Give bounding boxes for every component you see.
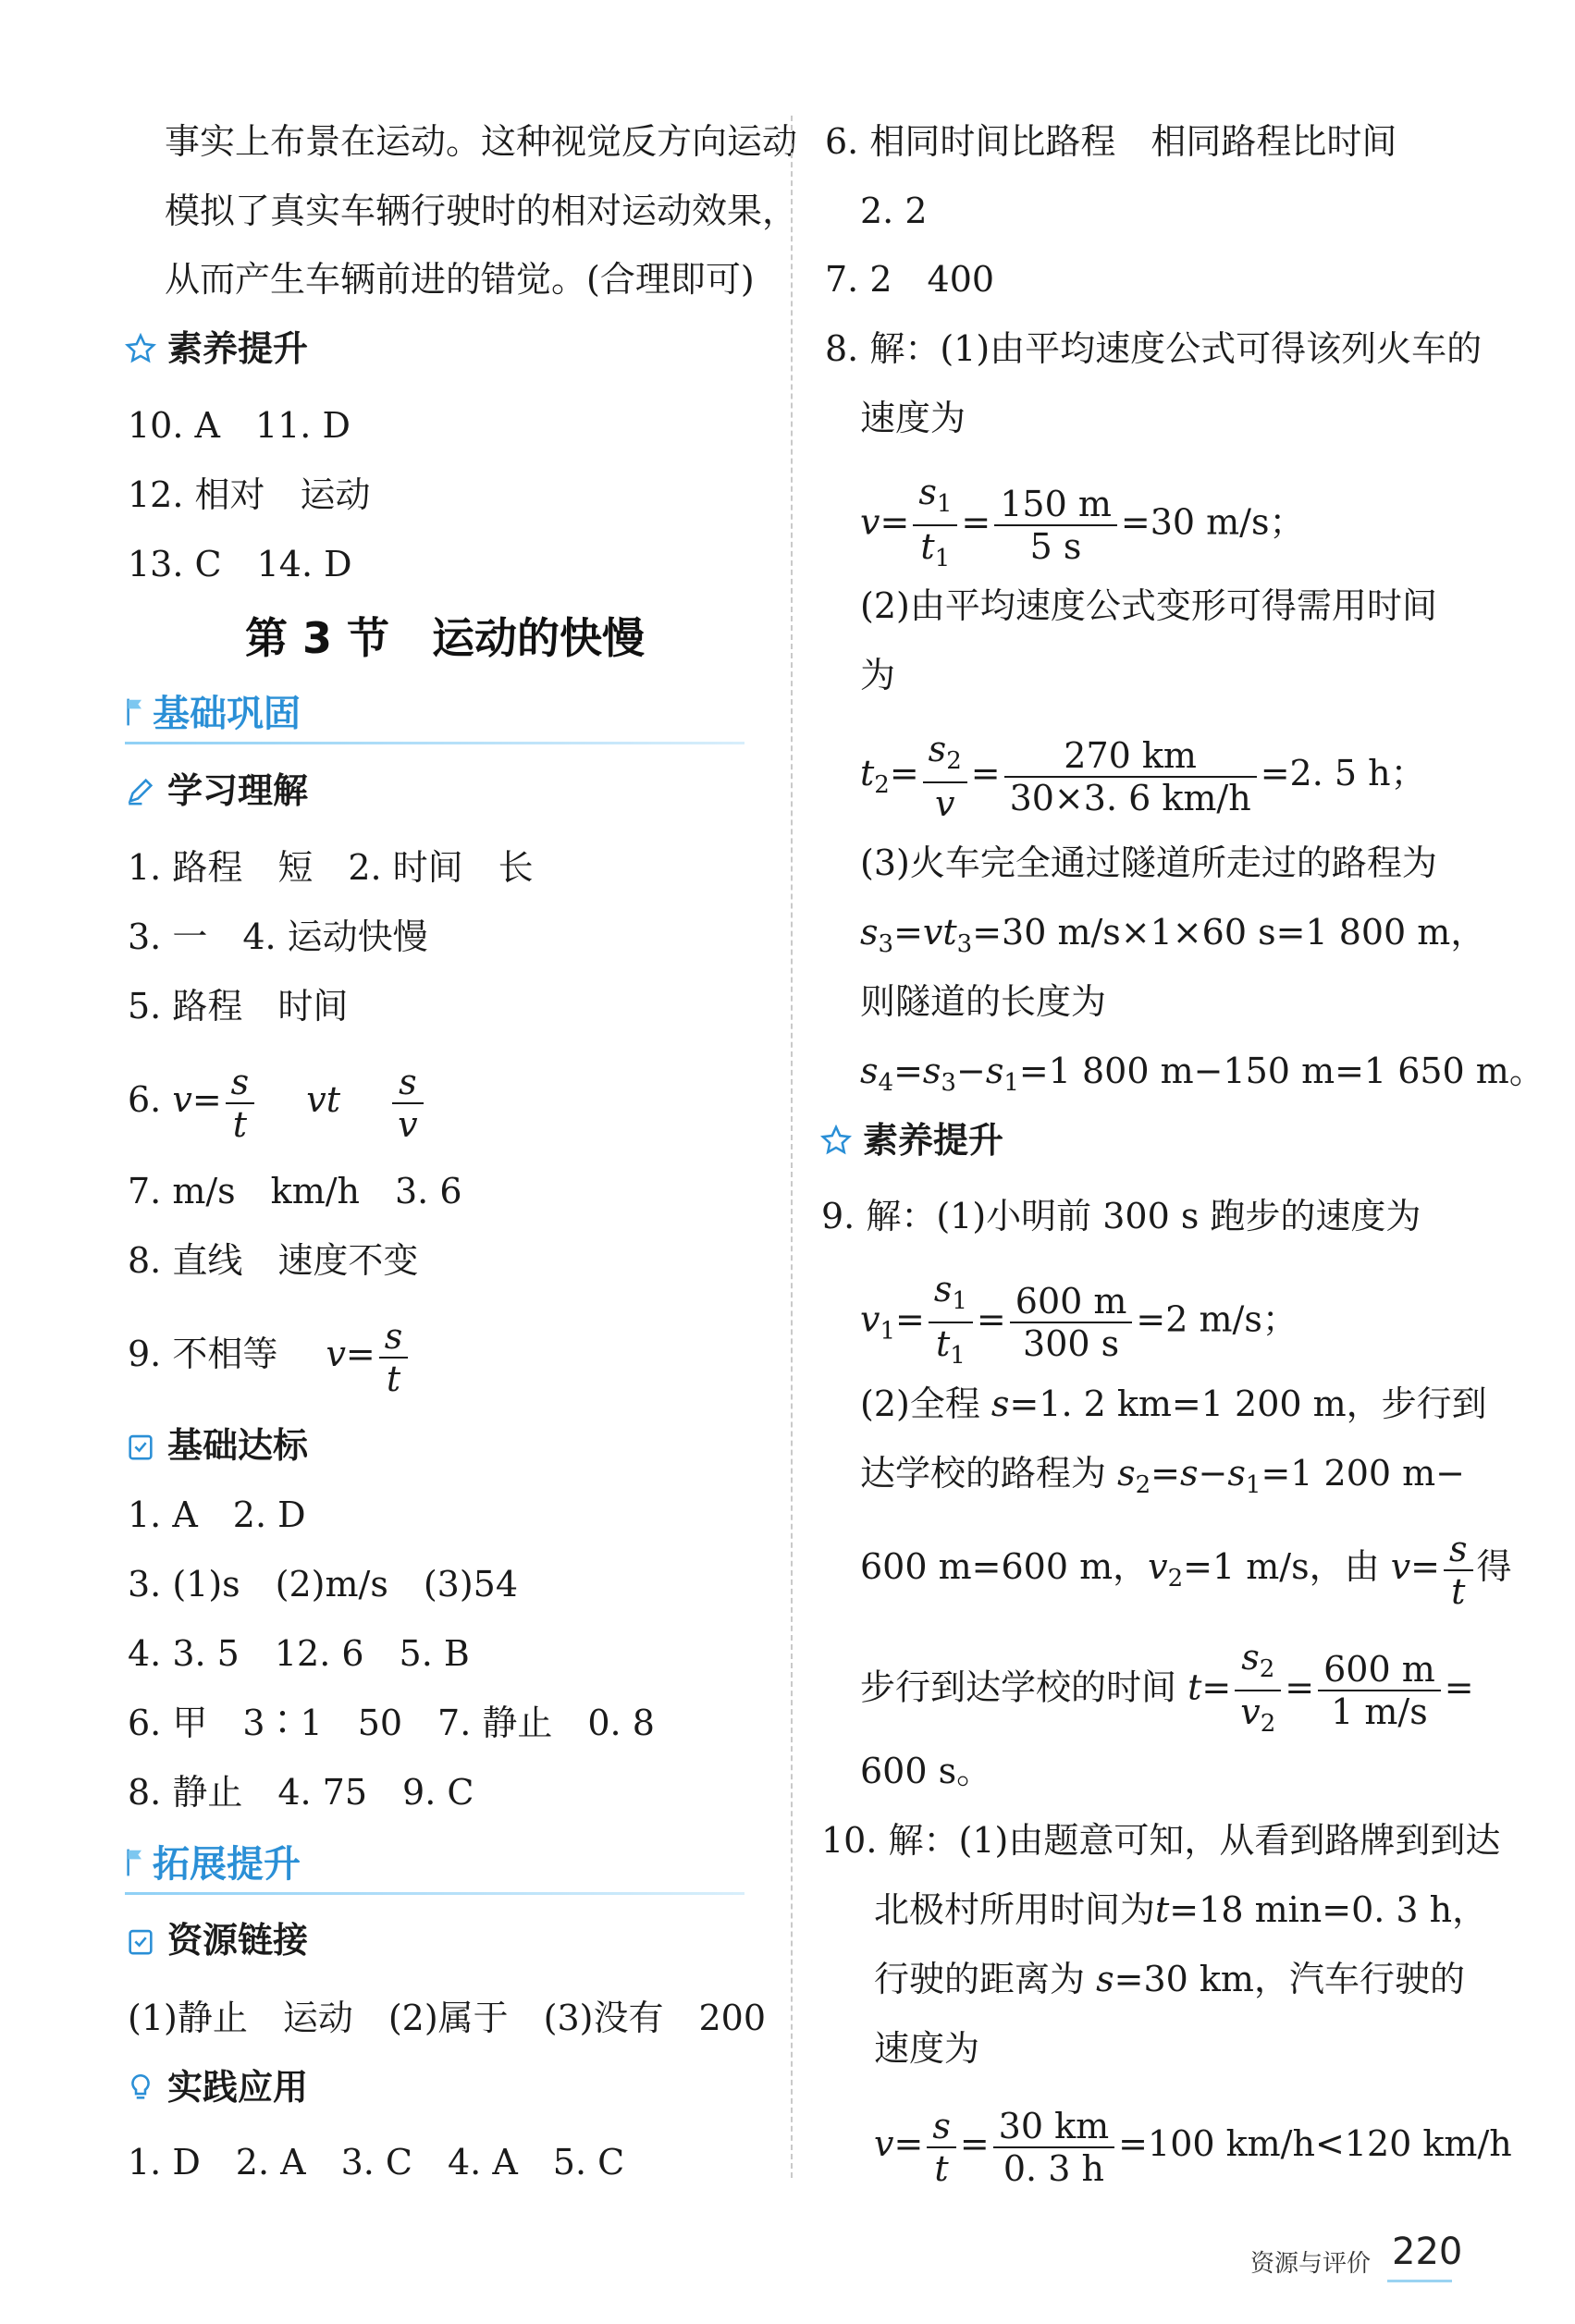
suyang-line-2: 12. 相对 运动 xyxy=(128,474,371,515)
suyang-line-3: 13. C 14. D xyxy=(128,544,352,584)
r-line-7: 为 xyxy=(860,655,896,695)
page-number-underline xyxy=(1387,2280,1452,2282)
r-line-8: (3)火车完全通过隧道所走过的路程为 xyxy=(860,842,1437,883)
suyang-line-1: 10. A 11. D xyxy=(128,405,351,446)
eq7: v= $\frac{s}{t}$ = $\frac{30 km}{0. 3 h}$ =100 km/h<120 km/h xyxy=(874,2105,1512,2189)
eq4: $s_4=s_3-s_1=1$ 800 m−150 m=1 650 m。 xyxy=(860,1051,1544,1097)
section-dabiao: 基础达标 xyxy=(125,1422,308,1469)
lightbulb-icon xyxy=(125,2072,156,2103)
section-suyang-right: 素养提升 xyxy=(820,1117,1003,1163)
column-divider xyxy=(791,116,793,2178)
star-icon xyxy=(125,333,156,364)
r-line-16: 10. 解：(1)由题意可知，从看到路牌到到达 xyxy=(821,1820,1501,1861)
dabiao-line-3: 4. 3. 5 12. 6 5. B xyxy=(128,1633,470,1674)
page-number: 220 xyxy=(1392,2231,1463,2273)
xuexi-line-1: 1. 路程 短 2. 时间 长 xyxy=(128,847,534,888)
r-line-6: (2)由平均速度公式变形可得需用时间 xyxy=(860,585,1437,626)
section-suyang-left: 素养提升 xyxy=(125,326,308,372)
q8-line: 8. 直线 速度不变 xyxy=(128,1240,419,1281)
r-line-15: 600 s。 xyxy=(860,1751,992,1791)
eq1: v= $\frac{s_1}{t_1}$ = $\frac{150 m}{5 s}$ =30 m/s； xyxy=(860,472,1305,572)
dabiao-line-2: 3. (1)s (2)m/s (3)54 xyxy=(128,1564,519,1605)
r-line-9: 则隧道的长度为 xyxy=(860,981,1107,1022)
r-line-1: 6. 相同时间比路程 相同路程比时间 xyxy=(825,121,1397,162)
dabiao-line-5: 8. 静止 4. 75 9. C xyxy=(128,1772,474,1813)
xuexi-line-3: 5. 路程 时间 xyxy=(128,986,349,1027)
r-line-5: 速度为 xyxy=(860,398,966,438)
r-line-13: 600 m=600 m，$v_2=1$ m/s，由 v= $\frac{s}{t}$ 得 xyxy=(860,1528,1512,1612)
clipboard-check-icon xyxy=(125,1924,156,1956)
clipboard-check-icon xyxy=(125,1430,156,1461)
flag-icon xyxy=(125,696,147,728)
r-line-2: 2. 2 xyxy=(860,191,928,231)
q9-formula: 9. 不相等 v= $\frac{s}{t}$ xyxy=(128,1313,412,1399)
footer-label: 资源与评价 xyxy=(1250,2250,1372,2278)
r-line-11: (2)全程 s=1. 2 km=1 200 m，步行到 xyxy=(860,1383,1487,1424)
r-line-19: 速度为 xyxy=(874,2028,980,2069)
r-line-10: 9. 解：(1)小明前 300 s 跑步的速度为 xyxy=(821,1196,1421,1236)
r-line-3: 7. 2 400 xyxy=(825,259,995,300)
r-line-17: 北极村所用时间为t=18 min=0. 3 h， xyxy=(874,1889,1488,1930)
eq5: $v_1=$ $\frac{s_1}{t_1}$ = $\frac{600 m}{300 s}$ =2 m/s； xyxy=(860,1269,1298,1370)
chapter-title: 第 3 节 运动的快慢 xyxy=(245,613,646,663)
r-line-14: 步行到达学校的时间 t= $\frac{s_2}{v_2}$ = $\frac{600 m}{1 m/s}$ = xyxy=(860,1637,1474,1738)
section-xuexi: 学习理解 xyxy=(125,768,308,814)
q6-formula: 6. v= $\frac{s}{t}$ vt $\frac{s}{v}$ xyxy=(128,1059,427,1145)
xuexi-line-2: 3. 一 4. 运动快慢 xyxy=(128,916,428,957)
dabiao-line-1: 1. A 2. D xyxy=(128,1494,306,1535)
pencil-icon xyxy=(125,775,156,806)
ziyuan-line: (1)静止 运动 (2)属于 (3)没有 200 xyxy=(128,1998,767,2038)
r-line-18: 行驶的距离为 s=30 km，汽车行驶的 xyxy=(874,1959,1465,1999)
intro-line-1: 事实上布景在运动。这种视觉反方向运动 xyxy=(165,121,798,162)
q7-line: 7. m/s km/h 3. 6 xyxy=(128,1171,462,1211)
intro-line-2: 模拟了真实车辆行驶时的相对运动效果， xyxy=(165,191,798,231)
star-icon xyxy=(820,1125,852,1156)
flag-icon xyxy=(125,1847,147,1878)
r-line-4: 8. 解：(1)由平均速度公式可得该列火车的 xyxy=(825,328,1483,369)
section-ziyuan: 资源链接 xyxy=(125,1917,308,1963)
r-line-12: 达学校的路程为 $s_2=s-s_1=1$ 200 m− xyxy=(860,1453,1466,1499)
eq3: $s_3=vt_3=30$ m/s×1×60 s=1 800 m， xyxy=(860,912,1486,958)
banner-jichu: 基础巩固 xyxy=(125,688,301,740)
banner-tuozhan: 拓展提升 xyxy=(125,1838,301,1890)
shijian-line: 1. D 2. A 3. C 4. A 5. C xyxy=(128,2142,625,2183)
section-shijian: 实践应用 xyxy=(125,2064,308,2110)
eq2: $t_2=$ $\frac{s_2}{v}$ = $\frac{270 km}{30\times 3. 6 km/h}$ =2. 5 h； xyxy=(860,729,1426,824)
dabiao-line-4: 6. 甲 3∶1 50 7. 静止 0. 8 xyxy=(128,1703,655,1743)
intro-line-3: 从而产生车辆前进的错觉。(合理即可) xyxy=(165,259,755,300)
